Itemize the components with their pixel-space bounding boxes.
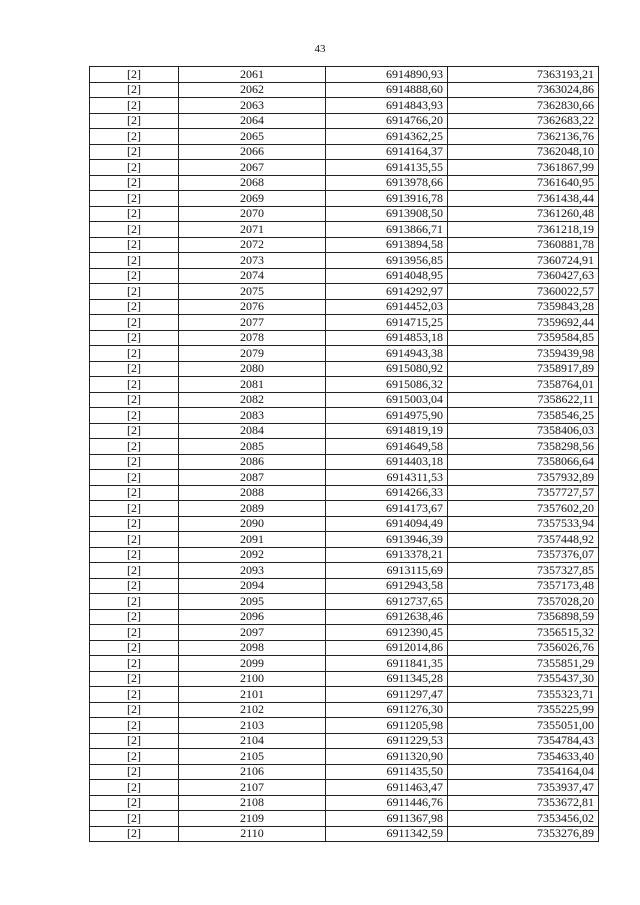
y-coordinate-cell: 7358066,64: [448, 454, 599, 470]
ref-cell: [2]: [90, 315, 179, 331]
y-coordinate-cell: 7359584,85: [448, 330, 599, 346]
y-coordinate-cell: 7360724,91: [448, 253, 599, 269]
x-coordinate-cell: 6912737,65: [326, 594, 448, 610]
y-coordinate-cell: 7355225,99: [448, 702, 599, 718]
ref-cell: [2]: [90, 67, 179, 83]
y-coordinate-cell: 7355851,29: [448, 656, 599, 672]
y-coordinate-cell: 7354164,04: [448, 764, 599, 780]
point-number-cell: 2069: [179, 191, 326, 207]
point-number-cell: 2068: [179, 175, 326, 191]
x-coordinate-cell: 6914888,60: [326, 82, 448, 98]
table-row: [90, 82, 599, 98]
y-coordinate-cell: 7357602,20: [448, 501, 599, 517]
x-coordinate-cell: 6912014,86: [326, 640, 448, 656]
ref-cell: [2]: [90, 222, 179, 238]
table-row: [90, 454, 599, 470]
ref-cell: [2]: [90, 485, 179, 501]
ref-cell: [2]: [90, 609, 179, 625]
ref-cell: [2]: [90, 656, 179, 672]
x-coordinate-cell: 6913908,50: [326, 206, 448, 222]
y-coordinate-cell: 7357028,20: [448, 594, 599, 610]
ref-cell: [2]: [90, 578, 179, 594]
y-coordinate-cell: 7357173,48: [448, 578, 599, 594]
table-row: [90, 594, 599, 610]
x-coordinate-cell: 6911205,98: [326, 718, 448, 734]
x-coordinate-cell: 6913894,58: [326, 237, 448, 253]
x-coordinate-cell: 6911320,90: [326, 749, 448, 765]
x-coordinate-cell: 6914452,03: [326, 299, 448, 315]
table-row: [90, 501, 599, 517]
point-number-cell: 2077: [179, 315, 326, 331]
x-coordinate-cell: 6913115,69: [326, 563, 448, 579]
point-number-cell: 2108: [179, 795, 326, 811]
point-number-cell: 2065: [179, 129, 326, 145]
point-number-cell: 2088: [179, 485, 326, 501]
table-row: [90, 795, 599, 811]
y-coordinate-cell: 7357727,57: [448, 485, 599, 501]
point-number-cell: 2066: [179, 144, 326, 160]
table-row: [90, 811, 599, 827]
point-number-cell: 2104: [179, 733, 326, 749]
point-number-cell: 2110: [179, 826, 326, 842]
point-number-cell: 2063: [179, 98, 326, 114]
point-number-cell: 2072: [179, 237, 326, 253]
ref-cell: [2]: [90, 454, 179, 470]
x-coordinate-cell: 6914890,93: [326, 67, 448, 83]
table-row: [90, 222, 599, 238]
x-coordinate-cell: 6911446,76: [326, 795, 448, 811]
ref-cell: [2]: [90, 129, 179, 145]
ref-cell: [2]: [90, 268, 179, 284]
table-row: [90, 532, 599, 548]
point-number-cell: 2082: [179, 392, 326, 408]
x-coordinate-cell: 6911345,28: [326, 671, 448, 687]
table-row: [90, 160, 599, 176]
point-number-cell: 2101: [179, 687, 326, 703]
table-row: [90, 392, 599, 408]
ref-cell: [2]: [90, 377, 179, 393]
point-number-cell: 2089: [179, 501, 326, 517]
y-coordinate-cell: 7359843,28: [448, 299, 599, 315]
y-coordinate-cell: 7358764,01: [448, 377, 599, 393]
point-number-cell: 2093: [179, 563, 326, 579]
y-coordinate-cell: 7361438,44: [448, 191, 599, 207]
table-row: [90, 826, 599, 842]
y-coordinate-cell: 7363024,86: [448, 82, 599, 98]
ref-cell: [2]: [90, 330, 179, 346]
x-coordinate-cell: 6914715,25: [326, 315, 448, 331]
x-coordinate-cell: 6914292,97: [326, 284, 448, 300]
x-coordinate-cell: 6911367,98: [326, 811, 448, 827]
ref-cell: [2]: [90, 563, 179, 579]
ref-cell: [2]: [90, 470, 179, 486]
table-row: [90, 640, 599, 656]
table-row: [90, 749, 599, 765]
point-number-cell: 2080: [179, 361, 326, 377]
point-number-cell: 2078: [179, 330, 326, 346]
table-row: [90, 129, 599, 145]
y-coordinate-cell: 7356898,59: [448, 609, 599, 625]
x-coordinate-cell: 6914943,38: [326, 346, 448, 362]
y-coordinate-cell: 7362683,22: [448, 113, 599, 129]
table-row: [90, 299, 599, 315]
x-coordinate-cell: 6911297,47: [326, 687, 448, 703]
x-coordinate-cell: 6914649,58: [326, 439, 448, 455]
ref-cell: [2]: [90, 811, 179, 827]
table-row: [90, 361, 599, 377]
point-number-cell: 2083: [179, 408, 326, 424]
ref-cell: [2]: [90, 687, 179, 703]
table-row: [90, 315, 599, 331]
x-coordinate-cell: 6911229,53: [326, 733, 448, 749]
ref-cell: [2]: [90, 284, 179, 300]
x-coordinate-cell: 6911342,59: [326, 826, 448, 842]
point-number-cell: 2067: [179, 160, 326, 176]
y-coordinate-cell: 7362136,76: [448, 129, 599, 145]
y-coordinate-cell: 7355051,00: [448, 718, 599, 734]
table-row: [90, 656, 599, 672]
ref-cell: [2]: [90, 780, 179, 796]
ref-cell: [2]: [90, 594, 179, 610]
table-row: [90, 191, 599, 207]
table-row: [90, 702, 599, 718]
x-coordinate-cell: 6914853,18: [326, 330, 448, 346]
point-number-cell: 2081: [179, 377, 326, 393]
ref-cell: [2]: [90, 826, 179, 842]
x-coordinate-cell: 6912390,45: [326, 625, 448, 641]
x-coordinate-cell: 6914135,55: [326, 160, 448, 176]
ref-cell: [2]: [90, 160, 179, 176]
y-coordinate-cell: 7359692,44: [448, 315, 599, 331]
y-coordinate-cell: 7353456,02: [448, 811, 599, 827]
x-coordinate-cell: 6913946,39: [326, 532, 448, 548]
point-number-cell: 2106: [179, 764, 326, 780]
point-number-cell: 2109: [179, 811, 326, 827]
x-coordinate-cell: 6913978,66: [326, 175, 448, 191]
y-coordinate-cell: 7358917,89: [448, 361, 599, 377]
point-number-cell: 2098: [179, 640, 326, 656]
coordinates-table: [89, 66, 599, 842]
y-coordinate-cell: 7357376,07: [448, 547, 599, 563]
table-row: [90, 671, 599, 687]
table-row: [90, 67, 599, 83]
x-coordinate-cell: 6912943,58: [326, 578, 448, 594]
point-number-cell: 2079: [179, 346, 326, 362]
ref-cell: [2]: [90, 764, 179, 780]
ref-cell: [2]: [90, 423, 179, 439]
x-coordinate-cell: 6914094,49: [326, 516, 448, 532]
ref-cell: [2]: [90, 392, 179, 408]
point-number-cell: 2075: [179, 284, 326, 300]
point-number-cell: 2076: [179, 299, 326, 315]
table-row: [90, 563, 599, 579]
point-number-cell: 2064: [179, 113, 326, 129]
table-row: [90, 470, 599, 486]
ref-cell: [2]: [90, 144, 179, 160]
point-number-cell: 2084: [179, 423, 326, 439]
y-coordinate-cell: 7358298,56: [448, 439, 599, 455]
y-coordinate-cell: 7356026,76: [448, 640, 599, 656]
point-number-cell: 2105: [179, 749, 326, 765]
x-coordinate-cell: 6912638,46: [326, 609, 448, 625]
x-coordinate-cell: 6914173,67: [326, 501, 448, 517]
x-coordinate-cell: 6914975,90: [326, 408, 448, 424]
ref-cell: [2]: [90, 191, 179, 207]
x-coordinate-cell: 6913956,85: [326, 253, 448, 269]
ref-cell: [2]: [90, 749, 179, 765]
x-coordinate-cell: 6914048,95: [326, 268, 448, 284]
y-coordinate-cell: 7358546,25: [448, 408, 599, 424]
x-coordinate-cell: 6911841,35: [326, 656, 448, 672]
y-coordinate-cell: 7360427,63: [448, 268, 599, 284]
y-coordinate-cell: 7359439,98: [448, 346, 599, 362]
ref-cell: [2]: [90, 98, 179, 114]
table-row: [90, 98, 599, 114]
table-row: [90, 346, 599, 362]
y-coordinate-cell: 7354784,43: [448, 733, 599, 749]
x-coordinate-cell: 6915086,32: [326, 377, 448, 393]
table-row: [90, 547, 599, 563]
ref-cell: [2]: [90, 532, 179, 548]
x-coordinate-cell: 6913378,21: [326, 547, 448, 563]
y-coordinate-cell: 7357533,94: [448, 516, 599, 532]
y-coordinate-cell: 7355323,71: [448, 687, 599, 703]
table-row: [90, 175, 599, 191]
table-row: [90, 253, 599, 269]
x-coordinate-cell: 6914164,37: [326, 144, 448, 160]
ref-cell: [2]: [90, 237, 179, 253]
ref-cell: [2]: [90, 253, 179, 269]
ref-cell: [2]: [90, 671, 179, 687]
ref-cell: [2]: [90, 640, 179, 656]
y-coordinate-cell: 7353276,89: [448, 826, 599, 842]
point-number-cell: 2091: [179, 532, 326, 548]
y-coordinate-cell: 7354633,40: [448, 749, 599, 765]
table-row: [90, 377, 599, 393]
y-coordinate-cell: 7361640,95: [448, 175, 599, 191]
table-row: [90, 206, 599, 222]
ref-cell: [2]: [90, 206, 179, 222]
table-row: [90, 609, 599, 625]
table-row: [90, 485, 599, 501]
y-coordinate-cell: 7353672,81: [448, 795, 599, 811]
table-row: [90, 408, 599, 424]
point-number-cell: 2071: [179, 222, 326, 238]
table-row: [90, 237, 599, 253]
point-number-cell: 2062: [179, 82, 326, 98]
y-coordinate-cell: 7361260,48: [448, 206, 599, 222]
table-row: [90, 687, 599, 703]
point-number-cell: 2094: [179, 578, 326, 594]
ref-cell: [2]: [90, 795, 179, 811]
point-number-cell: 2087: [179, 470, 326, 486]
y-coordinate-cell: 7362048,10: [448, 144, 599, 160]
y-coordinate-cell: 7355437,30: [448, 671, 599, 687]
y-coordinate-cell: 7357327,85: [448, 563, 599, 579]
y-coordinate-cell: 7356515,32: [448, 625, 599, 641]
ref-cell: [2]: [90, 625, 179, 641]
y-coordinate-cell: 7357448,92: [448, 532, 599, 548]
table-row: [90, 423, 599, 439]
y-coordinate-cell: 7363193,21: [448, 67, 599, 83]
x-coordinate-cell: 6915003,04: [326, 392, 448, 408]
table-row: [90, 144, 599, 160]
point-number-cell: 2107: [179, 780, 326, 796]
table-row: [90, 268, 599, 284]
x-coordinate-cell: 6911435,50: [326, 764, 448, 780]
point-number-cell: 2100: [179, 671, 326, 687]
x-coordinate-cell: 6914766,20: [326, 113, 448, 129]
point-number-cell: 2102: [179, 702, 326, 718]
point-number-cell: 2070: [179, 206, 326, 222]
page-number: 43: [314, 43, 326, 55]
table-row: [90, 764, 599, 780]
ref-cell: [2]: [90, 299, 179, 315]
point-number-cell: 2096: [179, 609, 326, 625]
y-coordinate-cell: 7353937,47: [448, 780, 599, 796]
x-coordinate-cell: 6913916,78: [326, 191, 448, 207]
x-coordinate-cell: 6911276,30: [326, 702, 448, 718]
point-number-cell: 2061: [179, 67, 326, 83]
y-coordinate-cell: 7360881,78: [448, 237, 599, 253]
x-coordinate-cell: 6914266,33: [326, 485, 448, 501]
table-row: [90, 284, 599, 300]
table-row: [90, 330, 599, 346]
ref-cell: [2]: [90, 82, 179, 98]
table-row: [90, 578, 599, 594]
table-row: [90, 113, 599, 129]
table-row: [90, 625, 599, 641]
y-coordinate-cell: 7360022,57: [448, 284, 599, 300]
y-coordinate-cell: 7358622,11: [448, 392, 599, 408]
x-coordinate-cell: 6914403,18: [326, 454, 448, 470]
ref-cell: [2]: [90, 718, 179, 734]
point-number-cell: 2095: [179, 594, 326, 610]
point-number-cell: 2086: [179, 454, 326, 470]
y-coordinate-cell: 7361867,99: [448, 160, 599, 176]
ref-cell: [2]: [90, 501, 179, 517]
table-row: [90, 718, 599, 734]
x-coordinate-cell: 6911463,47: [326, 780, 448, 796]
y-coordinate-cell: 7358406,03: [448, 423, 599, 439]
point-number-cell: 2092: [179, 547, 326, 563]
table-row: [90, 439, 599, 455]
x-coordinate-cell: 6914819,19: [326, 423, 448, 439]
coordinates-table-body: [90, 67, 599, 842]
ref-cell: [2]: [90, 175, 179, 191]
point-number-cell: 2085: [179, 439, 326, 455]
point-number-cell: 2097: [179, 625, 326, 641]
ref-cell: [2]: [90, 702, 179, 718]
ref-cell: [2]: [90, 516, 179, 532]
point-number-cell: 2090: [179, 516, 326, 532]
table-row: [90, 516, 599, 532]
point-number-cell: 2103: [179, 718, 326, 734]
y-coordinate-cell: 7357932,89: [448, 470, 599, 486]
x-coordinate-cell: 6915080,92: [326, 361, 448, 377]
y-coordinate-cell: 7361218,19: [448, 222, 599, 238]
ref-cell: [2]: [90, 733, 179, 749]
ref-cell: [2]: [90, 439, 179, 455]
ref-cell: [2]: [90, 408, 179, 424]
x-coordinate-cell: 6914362,25: [326, 129, 448, 145]
point-number-cell: 2074: [179, 268, 326, 284]
x-coordinate-cell: 6913866,71: [326, 222, 448, 238]
ref-cell: [2]: [90, 361, 179, 377]
point-number-cell: 2099: [179, 656, 326, 672]
x-coordinate-cell: 6914311,53: [326, 470, 448, 486]
x-coordinate-cell: 6914843,93: [326, 98, 448, 114]
ref-cell: [2]: [90, 113, 179, 129]
ref-cell: [2]: [90, 547, 179, 563]
table-row: [90, 733, 599, 749]
y-coordinate-cell: 7362830,66: [448, 98, 599, 114]
table-row: [90, 780, 599, 796]
point-number-cell: 2073: [179, 253, 326, 269]
ref-cell: [2]: [90, 346, 179, 362]
